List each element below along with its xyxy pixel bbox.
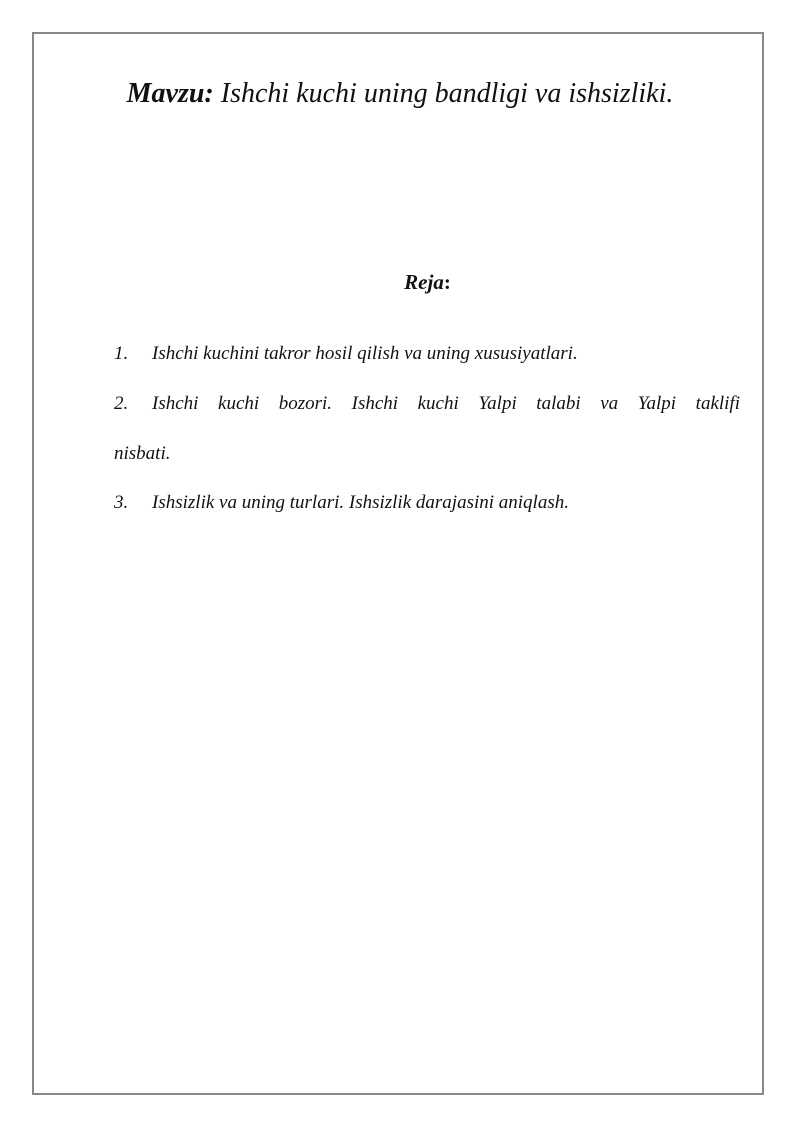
page-title (0, 78, 800, 110)
plan-heading (0, 270, 800, 295)
plan-heading-text: Reja (404, 270, 444, 294)
plan-item-1 (114, 343, 740, 365)
page-frame (32, 32, 764, 1095)
plan-item-2 (114, 393, 740, 464)
plan-item-number: 1. (114, 343, 129, 364)
plan-item-continuation: nisbati. (114, 443, 171, 464)
plan-item-line-1 (114, 393, 740, 415)
title-text: Ishchi kuchi uning bandligi va ishsizliki. (220, 78, 674, 109)
plan-heading-colon: : (443, 270, 451, 294)
plan-item-3 (114, 492, 740, 514)
plan-item-text: Ishsizlik va uning turlari. Ishsizlik darajasini aniqlash. (152, 492, 569, 513)
plan-item-number: 3. (114, 492, 129, 513)
title-label: Mavzu: (126, 78, 214, 109)
plan-item-text: Ishchi kuchini takror hosil qilish va uning xususiyatlari. (152, 343, 578, 364)
plan-item-number: 2. (114, 393, 129, 414)
plan-item-text: Ishchi kuchi bozori. Ishchi kuchi Yalpi talabi va Yalpi taklifi (152, 393, 740, 414)
